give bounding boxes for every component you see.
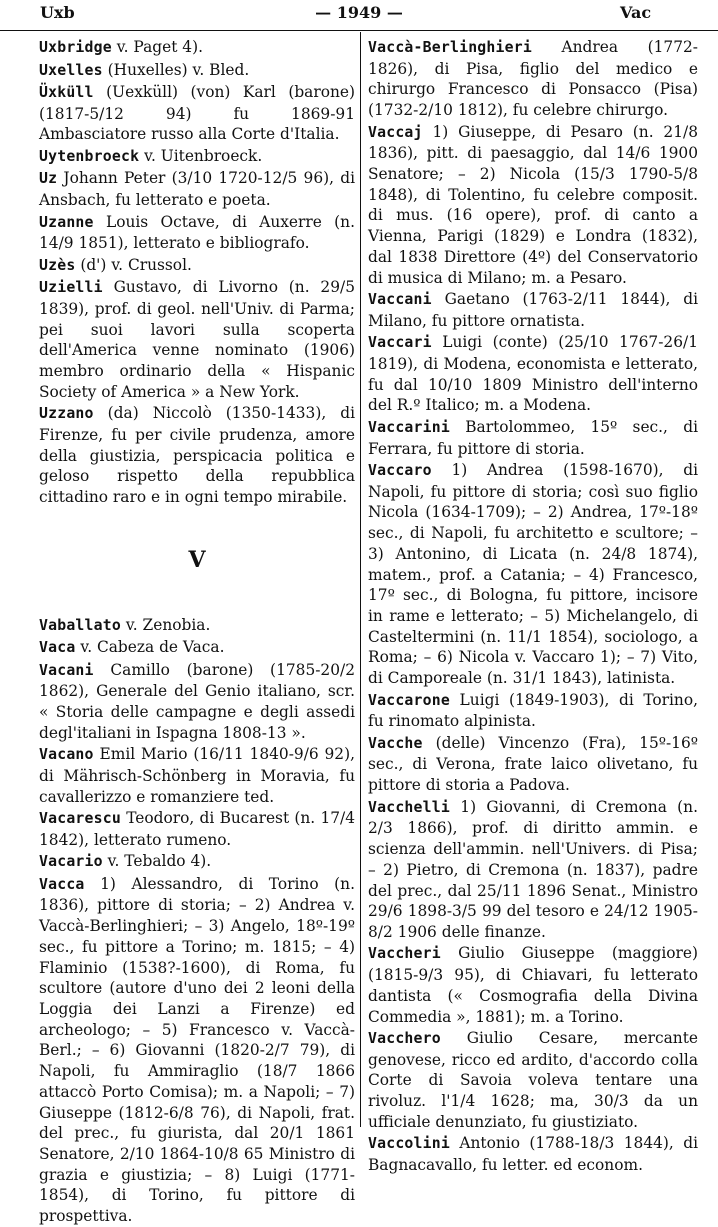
dictionary-entry	[368, 289, 698, 331]
entry-text: 1) Giovanni, di Cremona (n. 2/3 1866), prof. di diritto ammin. e scienza dell'ammin. nell'Univers. di Pisa; – 2) Pietro, di Cremona (n. 1837), padre del prec., dal 25/11 1896 Senat., Ministro 29/6 1898-3/5 99 del tesoro e 24/12 1905-8/2 1906 delle finanze.	[368, 797, 698, 941]
dictionary-entry	[39, 851, 355, 873]
entry-text: Johann Peter (3/10 1720-12/5 96), di Ansbach, fu letterato e poeta.	[39, 169, 355, 210]
entry-headword: Vacche	[368, 734, 423, 752]
entry-text: Antonio (1788-18/3 1844), di Bagnacavallo, fu letter. ed econom.	[368, 1134, 698, 1175]
entry-text: (da) Niccolò (1350-1433), di Firenze, fu per civile prudenza, amore della giustizia, perspicacia politica e geloso rispetto della repubblica cittadino raro e in ogni tempo mirabile.	[39, 404, 355, 507]
entry-text: Gaetano (1763-2/11 1844), di Milano, fu pittore ornatista.	[368, 290, 698, 330]
dictionary-entry	[368, 690, 698, 732]
entry-text: Bartolommeo, 15º sec., di Ferrara, fu pittore di storia.	[368, 417, 698, 458]
entry-text: (Uexküll) (von) Karl (barone) (1817-5/12 94) fu 1869-91 Ambasciatore russo alla Corte d'Italia.	[39, 83, 355, 144]
page-number: — 1949 —	[315, 3, 403, 22]
entry-headword: Uytenbroeck	[39, 147, 140, 165]
dictionary-entry	[39, 37, 355, 59]
entry-headword: Uzès	[39, 256, 76, 274]
dictionary-entry	[39, 744, 355, 807]
dictionary-entry	[39, 277, 355, 402]
dictionary-entry	[368, 37, 698, 121]
entry-text: Luigi (conte) (25/10 1767-26/1 1819), di Modena, economista e letterato, fu dal 10/10 1809 Ministro dell'interno del R.º Italico; m. a Modena.	[368, 333, 698, 415]
dictionary-entry	[39, 82, 355, 145]
column-divider	[360, 32, 361, 1127]
entry-text: 1) Alessandro, di Torino (n. 1836), pittore di storia; – 2) Andrea v. Vaccà-Berlinghieri; – 3) Angelo, 18º-19º sec., fu pittore a Torino; m. 1815; – 4) Flaminio (1538?-1600), di Roma, fu scultore (autore d'uno dei 2 leoni della Loggia dei Lanzi a Firenze) ed archeologo; – 5) Francesco v. Vaccà-Berl.; – 6) Giovanni (1820-2/7 79), di Napoli, fu Ammiraglio (18/7 1866 attaccò Porto Comisa); m. a Napoli; – 7) Giuseppe (1812-6/8 76), di Napoli, frat. del prec., fu giurista, dal 20/1 1861 Senatore, 2/10 1864-10/8 65 Ministro di grazia e giustizia; – 8) Luigi (1771-1854), di Torino, fu pittore di prospettiva.	[39, 874, 355, 1226]
entry-headword: Uzanne	[39, 213, 94, 231]
entry-headword: Uzzano	[39, 405, 94, 423]
entry-text: Giulio Cesare, mercante genovese, ricco ed ardito, d'accordo colla Corte di Savoia voleva tentare una rivoluz. l'1/4 1628; ma, 30/3 da un ufficiale denunziato, fu giustiziato.	[368, 1029, 698, 1131]
dictionary-entry	[368, 1133, 698, 1175]
dictionary-entry	[39, 808, 355, 850]
entry-text: Camillo (barone) (1785-20/2 1862), Generale del Genio italiano, scr. « Storia delle campagne e degli assedi degl'italiani in Ispagna 1808-13 ».	[39, 660, 355, 742]
entry-text: (delle) Vincenzo (Fra), 15º-16º sec., di Verona, frate laico olivetano, fu pittore di storia a Padova.	[368, 733, 698, 795]
entry-headword: Vacario	[39, 853, 103, 871]
entry-headword: Vacano	[39, 746, 94, 764]
dictionary-entry	[39, 212, 355, 254]
entry-headword: Vaballato	[39, 616, 121, 634]
entry-headword: Vaccani	[368, 291, 432, 309]
header-right-guide-word: Vac	[620, 3, 652, 22]
left-entries-v	[39, 615, 355, 1227]
entry-headword: Vaccà-Berlinghieri	[368, 39, 532, 56]
entry-text: Gustavo, di Livorno (n. 29/5 1839), prof. di geol. nell'Univ. di Parma; pei suoi lavori sulla scoperta dell'America venne nominato (1906) membro ordinario della « Hispanic Society of America » a New York.	[39, 278, 355, 401]
entry-headword: Üxküll	[39, 84, 94, 101]
entry-headword: Vaccaro	[368, 462, 432, 480]
entry-text: v. Uitenbroeck.	[139, 146, 263, 165]
dictionary-entry	[39, 615, 355, 637]
dictionary-entry	[39, 255, 355, 277]
dictionary-entry	[39, 146, 355, 168]
entry-headword: Vacchero	[368, 1030, 441, 1048]
entry-headword: Uxbridge	[39, 39, 112, 56]
entry-text: Giulio Giuseppe (maggiore) (1815-9/3 95), di Chiavari, fu letterato dantista (« Cosmografia della Divina Commedia », 1881); m. a Torino.	[368, 944, 698, 1026]
entry-headword: Uz	[39, 170, 58, 188]
entry-headword: Uzielli	[39, 279, 103, 297]
dictionary-entry	[39, 874, 355, 1227]
dictionary-entry	[39, 637, 355, 659]
entry-headword: Vacca	[39, 875, 85, 893]
dictionary-entry	[39, 168, 355, 210]
entry-text: v. Paget 4).	[111, 38, 203, 56]
dictionary-entry	[39, 660, 355, 744]
entry-text: Teodoro, di Bucarest (n. 17/4 1842), letterato rumeno.	[39, 809, 355, 849]
header-left-guide-word: Uxb	[40, 3, 75, 22]
entry-headword: Vacarescu	[39, 810, 121, 828]
entry-text: Louis Octave, di Auxerre (n. 14/9 1851), letterato e bibliografo.	[39, 212, 355, 253]
entry-headword: Vaccaj	[368, 123, 423, 141]
left-column	[39, 37, 355, 1226]
right-column	[368, 37, 698, 1175]
dictionary-entry	[368, 1028, 698, 1133]
dictionary-entry	[368, 797, 698, 943]
entry-text: (Huxelles) v. Bled.	[102, 60, 250, 79]
left-entries-u	[39, 37, 355, 508]
section-letter: V	[188, 546, 206, 573]
entry-text: v. Tebaldo 4).	[102, 852, 212, 871]
dictionary-entry	[39, 403, 355, 508]
dictionary-entry	[368, 460, 698, 689]
entry-text: Luigi (1849-1903), di Torino, fu rinomato alpinista.	[368, 690, 698, 731]
page-header	[0, 0, 718, 31]
right-entries	[368, 37, 698, 1176]
entry-headword: Vaccarone	[368, 691, 450, 709]
entry-text: Emil Mario (16/11 1840-9/6 92), di Mährisch-Schönberg in Moravia, fu cavallerizzo e romanziere ted.	[39, 745, 355, 806]
entry-text: Andrea (1772-1826), di Pisa, figlio del medico e chirurgo Francesco di Ponsacco (Pisa) (1732-2/10 1812), fu celebre chirurgo.	[368, 38, 698, 120]
entry-headword: Uxelles	[39, 61, 103, 79]
dictionary-entry	[368, 943, 698, 1027]
entry-headword: Vaca	[39, 639, 76, 657]
entry-headword: Vaccarini	[368, 418, 450, 436]
entry-text: v. Cabeza de Vaca.	[75, 638, 225, 657]
entry-headword: Vacchelli	[368, 798, 450, 816]
dictionary-entry	[368, 417, 698, 459]
dictionary-entry	[368, 733, 698, 796]
dictionary-entry	[368, 122, 698, 289]
entry-headword: Vaccheri	[368, 945, 441, 963]
dictionary-entry	[39, 60, 355, 82]
entry-headword: Vaccolini	[368, 1135, 450, 1153]
entry-headword: Vaccari	[368, 334, 432, 352]
dictionary-entry	[368, 332, 698, 416]
entry-text: 1) Andrea (1598-1670), di Napoli, fu pittore di storia; così suo figlio Nicola (1634-1709); – 2) Andrea, 17º-18º sec., di Napoli, fu architetto e scultore; – 3) Antonino, di Licata (n. 24/8 1874), matem., prof. a Catania; – 4) Francesco, 17º sec., di Bologna, fu pittore, incisore in rame e letterato; – 5) Michelangelo, di Casteltermini (n. 11/1 1854), sociologo, a Roma; – 6) Nicola v. Vaccaro 1); – 7) Vito, di Camporeale (n. 31/1 1843), latinista.	[368, 461, 698, 688]
entry-text: (d') v. Crussol.	[75, 255, 192, 274]
entry-text: v. Zenobia.	[120, 615, 211, 634]
entry-text: 1) Giuseppe, di Pesaro (n. 21/8 1836), pitt. di paesaggio, dal 14/6 1900 Senatore; – 2) Nicola (15/3 1790-5/8 1848), di Tolentino, fu celebre composit. di mus. (16 opere), prof. di canto a Vienna, Parigi (1829) e Londra (1832), dal 1838 Direttore (4º) del Conservatorio di musica di Milano; m. a Pesaro.	[368, 122, 698, 287]
entry-headword: Vacani	[39, 661, 94, 679]
